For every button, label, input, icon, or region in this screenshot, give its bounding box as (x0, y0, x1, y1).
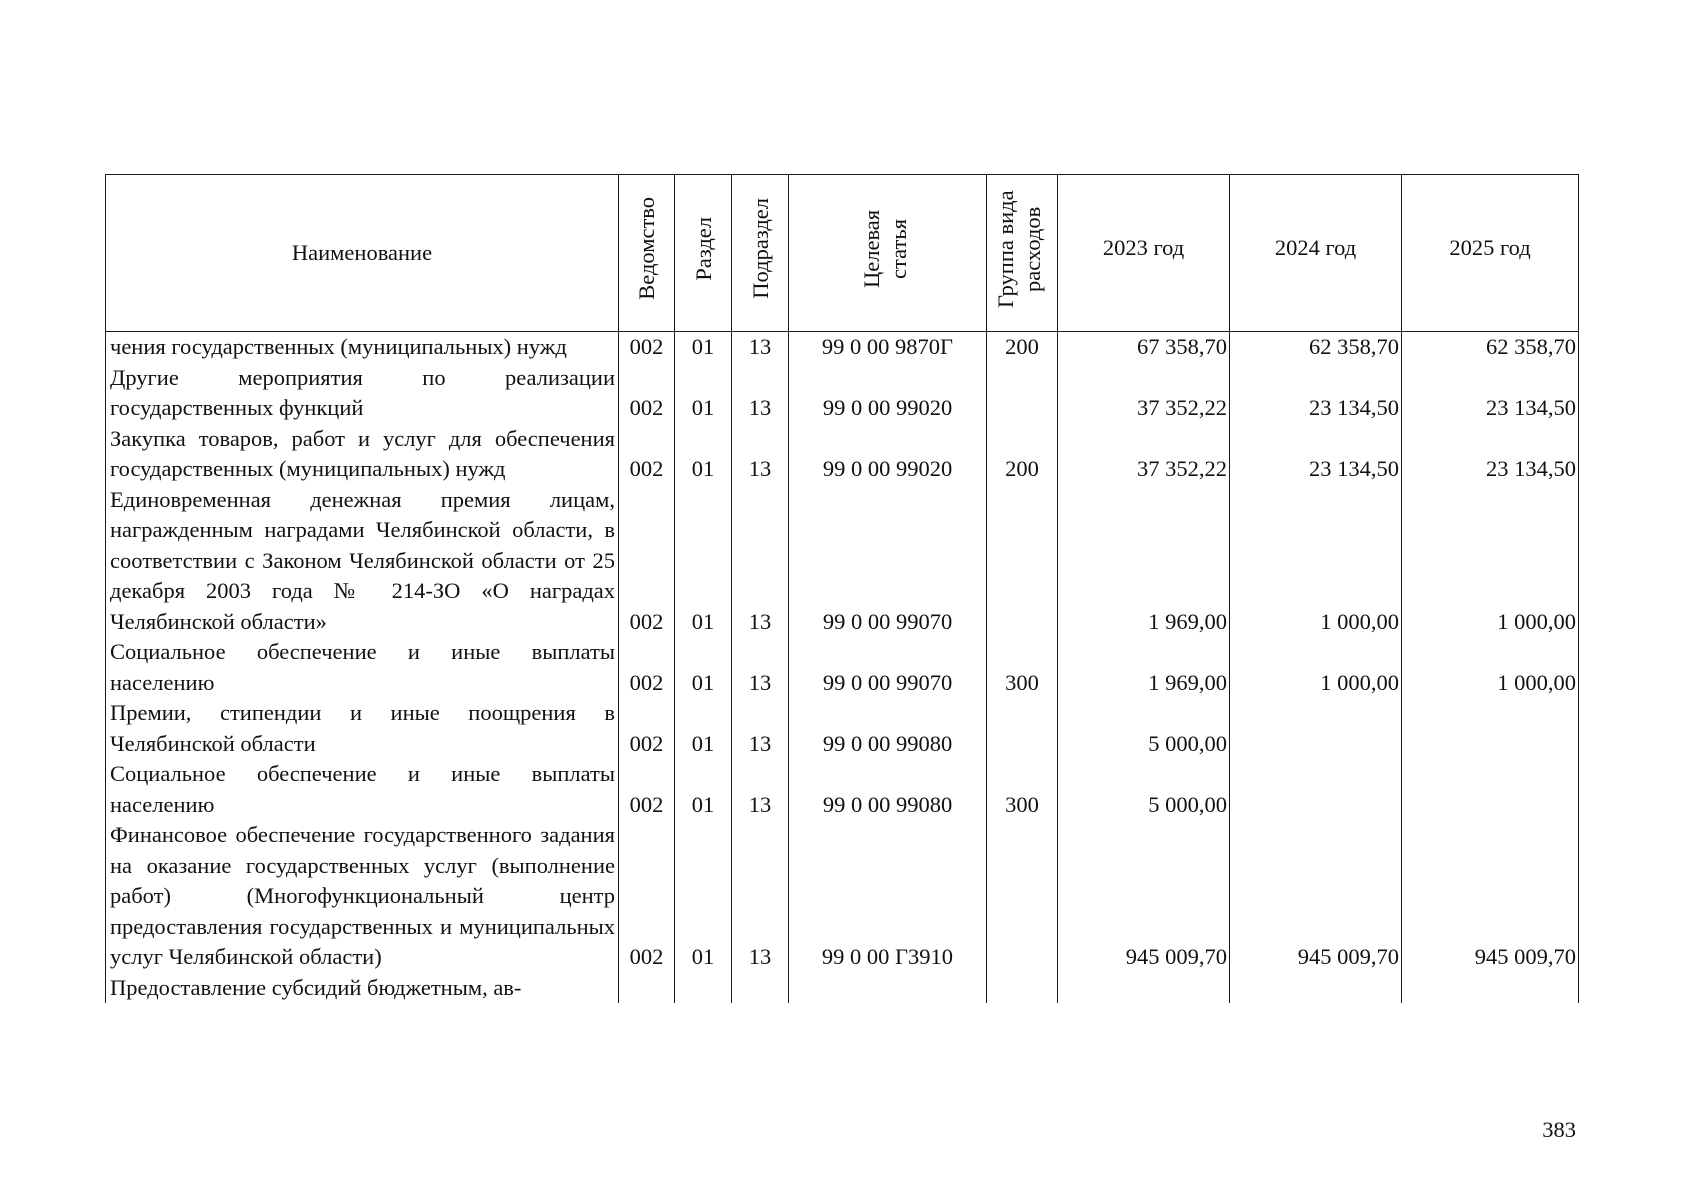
table-row (106, 973, 1579, 1004)
department-cell (619, 973, 675, 1004)
target-article-cell: 99 0 00 99080 (789, 698, 987, 759)
amount-2023-cell: 5 000,00 (1058, 698, 1230, 759)
table-row (106, 332, 1579, 363)
header-year-2025: 2025 год (1402, 175, 1579, 332)
amount-2025-cell: 945 009,70 (1402, 820, 1579, 973)
expense-group-cell: 300 (987, 637, 1058, 698)
name-cell (106, 973, 619, 1004)
section-cell: 01 (675, 637, 732, 698)
table-row (106, 759, 1579, 820)
table-header (106, 175, 1579, 332)
expense-group-cell: 200 (987, 424, 1058, 485)
amount-2025-cell: 62 358,70 (1402, 332, 1579, 363)
section-cell: 01 (675, 332, 732, 363)
section-cell: 01 (675, 485, 732, 638)
table-row (106, 424, 1579, 485)
section-cell (675, 973, 732, 1004)
subsection-cell: 13 (732, 424, 789, 485)
subsection-cell: 13 (732, 637, 789, 698)
amount-2025-cell: 1 000,00 (1402, 637, 1579, 698)
amount-2024-cell (1230, 973, 1402, 1004)
row-name: Премии, стипендии и иные поощрения в Челябинской области (110, 700, 615, 756)
department-cell: 002 (619, 485, 675, 638)
amount-2023-cell (1058, 973, 1230, 1004)
name-cell (106, 698, 619, 759)
row-name: Единовременная денежная премия лицам, награжденным наградами Челябинской области, в соответствии с Законом Челябинской области от 25 декабря 2003 года № 214-ЗО «О наградах Челябинской области» (110, 486, 615, 634)
section-cell: 01 (675, 759, 732, 820)
name-cell (106, 363, 619, 424)
amount-2025-cell (1402, 698, 1579, 759)
target-article-cell: 99 0 00 99070 (789, 485, 987, 638)
department-cell: 002 (619, 363, 675, 424)
expense-group-cell (987, 973, 1058, 1004)
row-name: Социальное обеспечение и иные выплаты населению (110, 761, 615, 817)
row-name: чения государственных (муниципальных) нужд (110, 334, 567, 359)
expense-group-cell (987, 820, 1058, 973)
department-cell: 002 (619, 820, 675, 973)
amount-2023-cell: 37 352,22 (1058, 363, 1230, 424)
table-row (106, 698, 1579, 759)
target-article-cell: 99 0 00 99080 (789, 759, 987, 820)
amount-2024-cell: 62 358,70 (1230, 332, 1402, 363)
amount-2023-cell: 1 969,00 (1058, 637, 1230, 698)
amount-2023-cell: 37 352,22 (1058, 424, 1230, 485)
amount-2025-cell: 23 134,50 (1402, 363, 1579, 424)
row-name: Предоставление субсидий бюджетным, ав- (110, 974, 522, 1000)
header-name: Наименование (106, 175, 619, 332)
section-cell: 01 (675, 424, 732, 485)
amount-2025-cell: 23 134,50 (1402, 424, 1579, 485)
amount-2024-cell: 23 134,50 (1230, 363, 1402, 424)
target-article-cell: 99 0 00 Г3910 (789, 820, 987, 973)
budget-allocation-table (105, 174, 1579, 1003)
row-name: Другие мероприятия по реализации государственных функций (110, 364, 615, 420)
name-cell (106, 332, 619, 363)
header-year-2023: 2023 год (1058, 175, 1230, 332)
subsection-cell: 13 (732, 820, 789, 973)
header-expense-group: Группа вида расходов (987, 175, 1058, 332)
department-cell: 002 (619, 424, 675, 485)
header-year-2024: 2024 год (1230, 175, 1402, 332)
expense-group-cell (987, 698, 1058, 759)
expense-group-cell: 200 (987, 332, 1058, 363)
amount-2023-cell: 67 358,70 (1058, 332, 1230, 363)
amount-2024-cell: 1 000,00 (1230, 637, 1402, 698)
amount-2024-cell: 945 009,70 (1230, 820, 1402, 973)
amount-2023-cell: 5 000,00 (1058, 759, 1230, 820)
subsection-cell: 13 (732, 485, 789, 638)
target-article-cell: 99 0 00 99070 (789, 637, 987, 698)
table-row (106, 820, 1579, 973)
department-cell: 002 (619, 332, 675, 363)
row-name: Финансовое обеспечение государственного задания на оказание государственных услуг (выполнение работ) (Многофункциональный центр предоставления государственных и муниципальных услуг Челябинской области) (110, 822, 615, 969)
department-cell: 002 (619, 698, 675, 759)
subsection-cell: 13 (732, 759, 789, 820)
subsection-cell (732, 973, 789, 1004)
target-article-cell: 99 0 00 99020 (789, 363, 987, 424)
section-cell: 01 (675, 820, 732, 973)
table-row (106, 485, 1579, 638)
subsection-cell: 13 (732, 698, 789, 759)
amount-2024-cell: 1 000,00 (1230, 485, 1402, 638)
row-name: Закупка товаров, работ и услуг для обеспечения государственных (муниципальных) нужд (110, 425, 615, 481)
subsection-cell: 13 (732, 332, 789, 363)
target-article-cell: 99 0 00 9870Г (789, 332, 987, 363)
amount-2025-cell: 1 000,00 (1402, 485, 1579, 638)
name-cell (106, 820, 619, 973)
amount-2024-cell (1230, 759, 1402, 820)
name-cell (106, 637, 619, 698)
page-number: 383 (1542, 1117, 1576, 1142)
header-target-article: Целевая статья (789, 175, 987, 332)
expense-group-cell (987, 363, 1058, 424)
amount-2024-cell (1230, 698, 1402, 759)
name-cell (106, 424, 619, 485)
table-row (106, 637, 1579, 698)
name-cell (106, 759, 619, 820)
table-header-row (106, 175, 1579, 332)
amount-2024-cell: 23 134,50 (1230, 424, 1402, 485)
header-department: Ведомство (619, 175, 675, 332)
expense-group-cell: 300 (987, 759, 1058, 820)
section-cell: 01 (675, 363, 732, 424)
amount-2023-cell: 1 969,00 (1058, 485, 1230, 638)
amount-2023-cell: 945 009,70 (1058, 820, 1230, 973)
header-section: Раздел (675, 175, 732, 332)
row-name: Социальное обеспечение и иные выплаты населению (110, 639, 615, 695)
section-cell: 01 (675, 698, 732, 759)
expense-group-cell (987, 485, 1058, 638)
name-cell (106, 485, 619, 638)
header-subsection: Подраздел (732, 175, 789, 332)
subsection-cell: 13 (732, 363, 789, 424)
target-article-cell (789, 973, 987, 1004)
target-article-cell: 99 0 00 99020 (789, 424, 987, 485)
department-cell: 002 (619, 637, 675, 698)
table-body (106, 332, 1579, 1004)
department-cell: 002 (619, 759, 675, 820)
amount-2025-cell (1402, 759, 1579, 820)
table-row (106, 363, 1579, 424)
amount-2025-cell (1402, 973, 1579, 1004)
